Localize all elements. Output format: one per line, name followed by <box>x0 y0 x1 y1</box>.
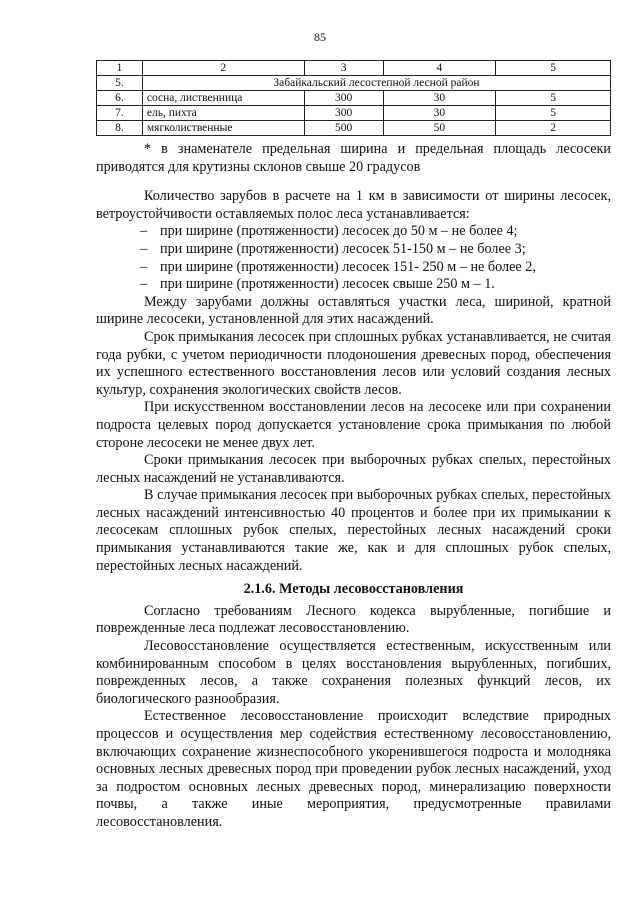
table-cell: 300 <box>304 91 383 106</box>
paragraph-restoration-methods: Лесовосстановление осуществляется естественным, искусственным или комбинированным способом в целях восстановления вырубленных, погибших, поврежденных лесов, а также сохранения полезных функций лесов, их биологического разнообразия. <box>96 638 611 707</box>
list-item-text: при ширине (протяженности) лесосек свыше 250 м – 1. <box>160 276 495 293</box>
felling-parameters-table <box>96 60 611 136</box>
paragraph-forest-code: Согласно требованиям Лесного кодекса вырубленные, погибшие и поврежденные леса подлежат лесовосстановлению. <box>96 602 611 637</box>
page-body <box>96 141 611 832</box>
cuts-list <box>96 223 611 293</box>
dash-marker: – <box>140 258 148 275</box>
list-item <box>96 223 611 241</box>
table-row <box>97 91 611 106</box>
table-header-cell: 5 <box>496 61 611 76</box>
table-cell: 500 <box>304 121 383 136</box>
table-cell: ель, пихта <box>142 106 304 121</box>
region-label: Забайкальский лесостепной лесной район <box>142 76 610 91</box>
section-heading: 2.1.6. Методы лесовосстановления <box>243 581 464 598</box>
table-header-row <box>97 61 611 76</box>
table-cell: 50 <box>383 121 496 136</box>
list-item-text: при ширине (протяженности) лесосек 151- 250 м – не более 2, <box>160 258 536 275</box>
table-cell: 30 <box>383 106 496 121</box>
dash-marker: – <box>140 276 148 293</box>
table-cell: 8. <box>97 121 143 136</box>
table-row <box>97 121 611 136</box>
table-header-cell: 1 <box>97 61 143 76</box>
page-number: 85 <box>314 30 326 44</box>
table-cell: мягколиственные <box>142 121 304 136</box>
table-row <box>97 106 611 121</box>
list-item <box>96 241 611 259</box>
table-cell: 5 <box>496 106 611 121</box>
paragraph-between-cuts: Между зарубами должны оставляться участки леса, шириной, кратной ширине лесосеки, установленной для этих насаждений. <box>96 293 611 328</box>
paragraph-cuts-intro: Количество зарубов в расчете на 1 км в зависимости от ширины лесосек, ветроустойчивости оставляемых полос леса устанавливается: <box>96 188 611 222</box>
list-item <box>96 259 611 277</box>
table-cell: 5. <box>97 76 143 91</box>
list-item-text: при ширине (протяженности) лесосек до 50 м – не более 4; <box>160 223 518 240</box>
table-cell: 300 <box>304 106 383 121</box>
paragraph-natural-restoration: Естественное лесовосстановление происходит вследствие природных процессов и осуществления мер содействия естественному лесовосстановлению, включающих сохранение жизнеспособного укоренившегося подроста и молодняка основных лесных древесных пород при проведении рубок лесных насаждений, уход за подростом основных лесных древесных пород, минерализацию поверхности почвы, а также иные мероприятия, предусмотренные правилами лесовосстановления. <box>96 708 611 830</box>
paragraph-adjacent-plots: В случае примыкания лесосек при выборочных рубках спелых, перестойных лесных насаждений интенсивностью 40 процентов и более при их примыкании к лесосекам сплошных рубок спелых, перестойных лесных насаждений сроки примыкания устанавливаются такие же, как и для сплошных рубок спелых, перестойных лесных насаждений. <box>96 487 611 574</box>
table-cell: 2 <box>496 121 611 136</box>
table-cell: 5 <box>496 91 611 106</box>
table-header-cell: 3 <box>304 61 383 76</box>
table-header-cell: 4 <box>383 61 496 76</box>
dash-marker: – <box>140 223 148 240</box>
paragraph-artificial-restoration: При искусственном восстановлении лесов на лесосеке или при сохранении подроста целевых пород допускается установление срока примыкания по любой стороне лесосеки не менее двух лет. <box>96 399 611 451</box>
table-cell: 6. <box>97 91 143 106</box>
table-footnote: * в знаменателе предельная ширина и предельная площадь лесосеки приводятся для крутизны склонов свыше 20 градусов <box>96 141 611 175</box>
table-cell: 7. <box>97 106 143 121</box>
table-cell: сосна, лиственница <box>142 91 304 106</box>
table-cell: 30 <box>383 91 496 106</box>
list-item-text: при ширине (протяженности) лесосек 51-150 м – не более 3; <box>160 240 526 257</box>
paragraph-selective-cuttings: Сроки примыкания лесосек при выборочных рубках спелых, перестойных лесных насаждений не устанавливаются. <box>96 452 611 486</box>
table-region-row <box>97 76 611 91</box>
dash-marker: – <box>140 240 148 257</box>
paragraph-adjacency-term: Срок примыкания лесосек при сплошных рубках устанавливается, не считая года рубки, с учетом периодичности плодоношения древесных пород, обеспечения их успешного естественного восстановления лесов или условий создания лесных культур, сохранения экологических свойств лесов. <box>96 328 611 398</box>
table-header-cell: 2 <box>142 61 304 76</box>
list-item <box>96 276 611 294</box>
